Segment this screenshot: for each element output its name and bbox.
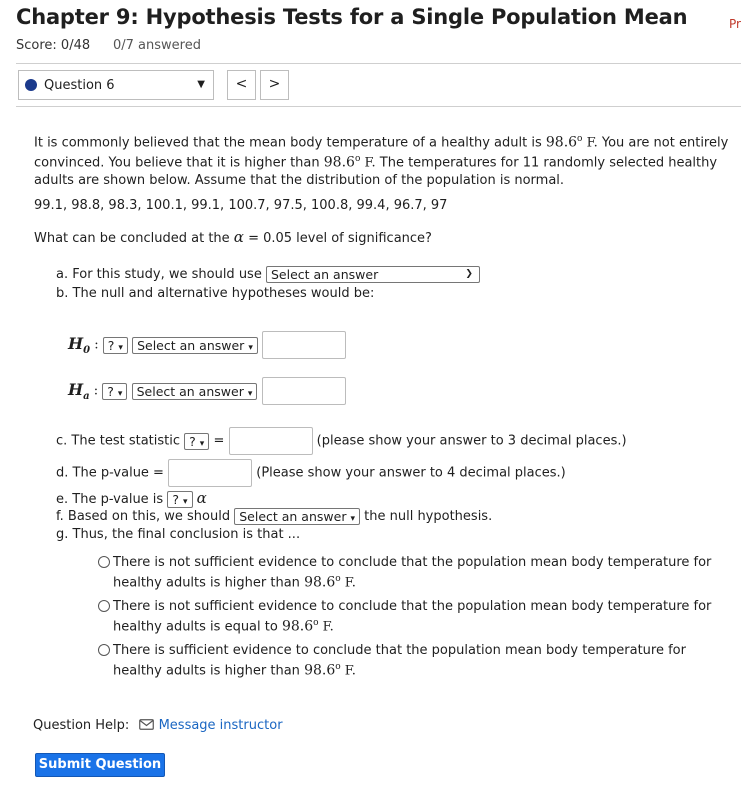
p-value-input[interactable]	[168, 459, 252, 487]
ha-operator-select[interactable]: Select an answer ▾	[132, 383, 258, 400]
part-e-label: e. The p-value is	[56, 492, 164, 507]
chevron-down-icon: ▾	[182, 497, 188, 507]
caret-down-icon: ▼	[197, 79, 205, 90]
question-help	[33, 718, 283, 733]
h0-value-input[interactable]	[262, 331, 346, 359]
significance-question: What can be concluded at the α = 0.05 level of significance?	[34, 228, 432, 246]
equals-sign: =	[213, 433, 225, 449]
chevron-down-icon: ▾	[118, 342, 123, 353]
part-c-label: c. The test statistic	[56, 433, 180, 449]
previous-question-button[interactable]: <	[227, 70, 256, 100]
h0-parameter-select[interactable]: ? ▾	[103, 337, 128, 354]
ha-value-input[interactable]	[262, 377, 346, 405]
conclusion-option-2[interactable]: There is not sufficient evidence to conclude that the population mean body temperature for healthy adults is equal to 98.6$^o$ F.	[98, 598, 728, 635]
h0-operator-select[interactable]: Select an answer ▾	[132, 337, 258, 354]
page-title: Chapter 9: Hypothesis Tests for a Single Population Mean	[16, 5, 688, 29]
part-f	[56, 508, 492, 525]
part-d-note: (Please show your answer to 4 decimal places.)	[256, 465, 566, 481]
part-d-label: d. The p-value =	[56, 465, 164, 481]
print-link[interactable]: Pr	[729, 17, 741, 31]
test-type-select[interactable]: Select an answer ❯	[266, 266, 480, 283]
test-statistic-input[interactable]	[229, 427, 313, 455]
part-f-suffix: the null hypothesis.	[364, 509, 493, 524]
decision-select[interactable]: Select an answer ▾	[234, 508, 360, 525]
mail-icon	[139, 719, 154, 730]
question-selector-label: Question 6	[44, 78, 115, 93]
part-d	[56, 459, 566, 487]
chevron-down-icon: ▾	[350, 514, 355, 524]
colon: :	[94, 337, 99, 353]
submit-question-button[interactable]: Submit Question	[35, 753, 165, 777]
alpha-symbol: α	[196, 489, 207, 507]
chevron-down-icon: ▾	[117, 388, 123, 399]
conclusion-option-1[interactable]: There is not sufficient evidence to conclude that the population mean body temperature for healthy adults is higher than 98.6$^o$ F.	[98, 554, 728, 591]
part-b-label: b. The null and alternative hypotheses would be:	[56, 286, 375, 301]
chevron-down-icon: ▾	[248, 342, 253, 353]
alternative-hypothesis-row	[68, 377, 346, 405]
radio-button-icon[interactable]	[98, 644, 110, 656]
p-value-comparison-select[interactable]: ? ▾	[167, 491, 192, 508]
ha-parameter-select[interactable]: ? ▾	[102, 383, 127, 400]
message-instructor-link[interactable]	[133, 718, 282, 733]
divider	[16, 106, 741, 107]
test-statistic-select[interactable]: ? ▾	[184, 433, 209, 450]
question-status-dot	[25, 79, 37, 91]
h0-symbol: $H_0$	[68, 333, 91, 356]
part-c-note: (please show your answer to 3 decimal places.)	[316, 433, 627, 449]
chevron-down-icon: ▾	[247, 388, 253, 399]
colon: :	[93, 383, 99, 399]
chevron-down-icon: ❯	[465, 269, 473, 279]
answered-count: 0/7 answered	[113, 38, 201, 53]
null-hypothesis-row	[68, 331, 346, 359]
next-question-button[interactable]: >	[260, 70, 289, 100]
question-intro: It is commonly believed that the mean body temperature of a healthy adult is 98.6$^o$ F. You are not entirely convinced. You believe that it is higher than 98.6$^o$ F. The temperatures for 11 randomly selected healthy adults are shown below. Assume that the distribution of the population is normal.	[34, 134, 729, 188]
part-g-label: g. Thus, the final conclusion is that ...	[56, 527, 301, 542]
divider	[16, 63, 741, 64]
part-c	[56, 427, 627, 455]
part-a	[56, 266, 480, 283]
message-instructor-label[interactable]: Message instructor	[158, 718, 283, 733]
chevron-down-icon: ▾	[199, 438, 205, 449]
ha-symbol: $H_a$	[68, 379, 90, 402]
question-help-label: Question Help:	[33, 718, 130, 733]
radio-button-icon[interactable]	[98, 600, 110, 612]
conclusion-option-3[interactable]: There is sufficient evidence to conclude that the population mean body temperature for healthy adults is higher than 98.6$^o$ F.	[98, 642, 728, 679]
part-a-label: a. For this study, we should use	[56, 267, 262, 282]
part-f-label: f. Based on this, we should	[56, 509, 231, 524]
sample-data: 99.1, 98.8, 98.3, 100.1, 99.1, 100.7, 97.5, 100.8, 99.4, 96.7, 97	[34, 198, 448, 213]
radio-button-icon[interactable]	[98, 556, 110, 568]
score-text: Score: 0/48	[16, 38, 91, 53]
question-selector[interactable]	[18, 70, 214, 100]
part-e	[56, 489, 207, 508]
